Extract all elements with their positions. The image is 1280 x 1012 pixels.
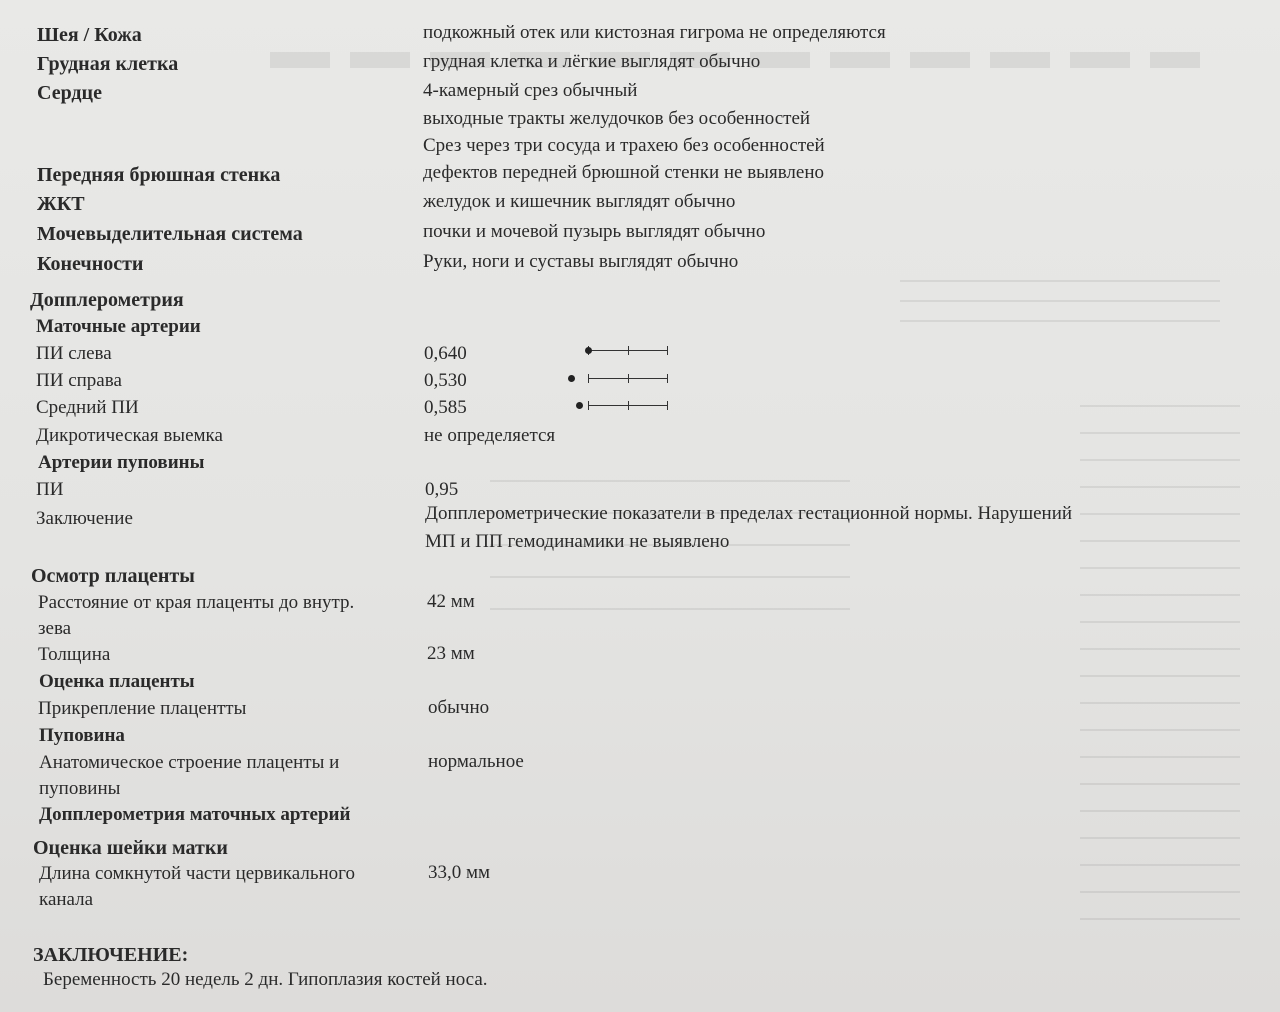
fetus-row-value: грудная клетка и лёгкие выглядят обычно (423, 51, 761, 72)
placenta-thickness-value: 23 мм (427, 643, 475, 664)
umbilical-pi-value: 0,95 (425, 479, 459, 500)
fetus-row-value: почки и мочевой пузырь выглядят обычно (423, 221, 766, 242)
pi-left-value: 0,640 (424, 343, 467, 364)
cervical-length-label: Длина сомкнутой части цервикального (39, 863, 355, 884)
cervical-length-value: 33,0 мм (428, 862, 491, 883)
pi-mean-value: 0,585 (424, 397, 467, 418)
placenta-attachment-label: Прикрепление плацентты (38, 698, 247, 719)
bleed-through-lines (900, 262, 1220, 322)
placenta-distance-label-cont: зева (38, 618, 72, 639)
placenta-assessment-title: Оценка плаценты (39, 671, 195, 692)
anatomy-structure-label-cont: пуповины (39, 778, 121, 799)
pi-right-value: 0,530 (424, 370, 467, 391)
fetus-row-value: выходные тракты желудочков без особенностей (423, 108, 811, 129)
fetus-row-value: 4-камерный срез обычный (423, 80, 638, 101)
fetus-row-label: Шея / Кожа (37, 24, 142, 46)
doppler-conclusion-line2: МП и ПП гемодинамики не выявлено (425, 531, 730, 552)
final-conclusion-text: Беременность 20 недель 2 дн. Гипоплазия костей носа. (43, 969, 488, 990)
fetus-row-value: желудок и кишечник выглядят обычно (423, 191, 736, 212)
doppler-conclusion-label: Заключение (36, 508, 133, 529)
anatomy-structure-label: Анатомическое строение плаценты и (39, 752, 340, 773)
pi-mean-label: Средний ПИ (36, 397, 139, 418)
pi-left-marker (585, 347, 592, 354)
placenta-distance-value: 42 мм (427, 591, 475, 612)
doppler-conclusion-line1: Допплерометрические показатели в пределах гестационной нормы. Нарушений (425, 503, 1073, 524)
pi-right-scale (588, 371, 668, 387)
pi-right-marker (568, 375, 575, 382)
fetus-row-label: Грудная клетка (37, 53, 179, 75)
umbilical-cord-title: Пуповина (39, 725, 125, 746)
placenta-exam-title: Осмотр плаценты (31, 565, 195, 587)
final-conclusion-title: ЗАКЛЮЧЕНИЕ: (33, 944, 189, 966)
fetus-row-value: Срез через три сосуда и трахею без особенностей (423, 135, 825, 156)
placenta-distance-label: Расстояние от края плаценты до внутр. (38, 592, 355, 613)
anatomy-structure-value: нормальное (428, 751, 524, 772)
pi-mean-marker (576, 402, 583, 409)
pi-left-scale (588, 343, 668, 359)
fetus-row-label: Сердце (37, 82, 102, 104)
fetus-row-value: Руки, ноги и суставы выглядят обычно (423, 251, 739, 272)
fetus-row-label: Конечности (37, 253, 144, 275)
umbilical-pi-label: ПИ (36, 479, 64, 500)
bleed-through-lines (1080, 400, 1240, 920)
dicrotic-notch-value: не определяется (424, 425, 556, 446)
fetus-row-value: дефектов передней брюшной стенки не выявлено (423, 162, 824, 183)
fetus-row-label: Передняя брюшная стенка (37, 164, 281, 186)
uterine-arteries-title: Маточные артерии (36, 316, 201, 337)
fetus-row-value: подкожный отек или кистозная гигрома не определяются (423, 22, 886, 43)
cervix-assessment-title: Оценка шейки матки (33, 837, 228, 859)
pi-left-label: ПИ слева (36, 343, 112, 364)
doppler-title: Допплерометрия (30, 289, 184, 311)
uterine-doppler-title: Допплерометрия маточных артерий (39, 804, 351, 825)
pi-mean-scale (588, 398, 668, 414)
fetus-row-label: ЖКТ (37, 193, 85, 215)
umbilical-arteries-title: Артерии пуповины (38, 452, 205, 473)
placenta-thickness-label: Толщина (38, 644, 111, 665)
pi-right-label: ПИ справа (36, 370, 122, 391)
placenta-attachment-value: обычно (428, 697, 490, 718)
dicrotic-notch-label: Дикротическая выемка (36, 425, 223, 446)
cervical-length-label-cont: канала (39, 889, 94, 910)
fetus-row-label: Мочевыделительная система (37, 223, 303, 245)
